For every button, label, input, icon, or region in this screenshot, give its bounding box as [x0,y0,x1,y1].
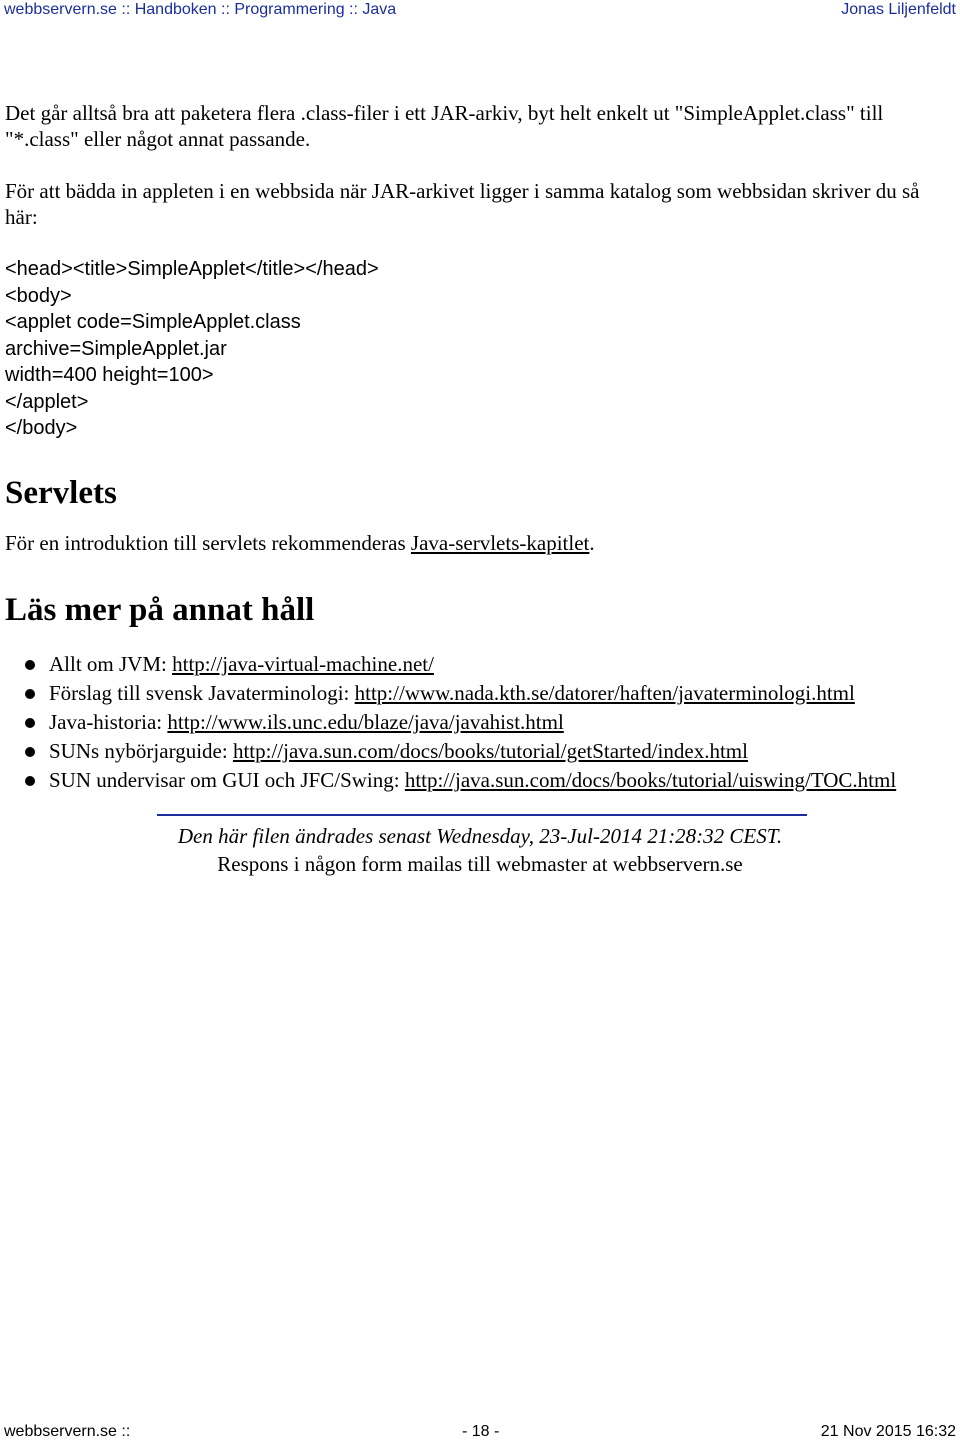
list-item-label: SUNs nybörjarguide: [49,739,233,763]
list-item [5,737,896,766]
paragraph-jar-packaging: Det går alltså bra att paketera flera .class-filer i ett JAR-arkiv, byt helt enkelt ut "SimpleApplet.class" till "*.class" eller något annat passande. [5,101,884,151]
code-line: </body> [5,417,78,439]
bullet-icon [25,776,35,786]
servlets-text: För en introduktion till servlets rekommenderas [5,531,411,555]
header-author[interactable]: Jonas Liljenfeldt [841,1,956,18]
bullet-icon [25,747,35,757]
page-number: - 18 - [462,1423,500,1440]
list-item-link[interactable]: http://www.nada.kth.se/datorer/haften/javaterminologi.html [354,681,855,705]
print-date: 21 Nov 2015 16:32 [820,1423,956,1440]
header-breadcrumb[interactable]: webbservern.se :: Handboken :: Programmering :: Java [4,1,397,18]
list-item-link[interactable]: http://java-virtual-machine.net/ [172,652,434,676]
read-more-list [5,650,896,795]
list-item-link[interactable]: http://java.sun.com/docs/books/tutorial/getStarted/index.html [232,739,748,763]
list-item-link[interactable]: http://www.ils.unc.edu/blaze/java/javahist.html [167,710,564,734]
heading-servlets: Servlets [5,475,117,511]
list-item [5,650,896,679]
page-footnote [5,822,955,878]
bullet-icon [25,689,35,699]
list-item-label: Förslag till svensk Javaterminologi: [49,681,355,705]
code-line: <applet code=SimpleApplet.class [5,311,301,333]
list-item-label: Allt om JVM: [49,652,173,676]
footer-site: webbservern.se :: [4,1423,131,1440]
contact-note: Respons i någon form mailas till webmaster at webbservern.se [217,852,743,876]
code-line: </applet> [5,390,89,413]
paragraph-servlets [5,530,595,556]
last-modified: Den här filen ändrades senast Wednesday, 23-Jul-2014 21:28:32 CEST. [177,824,783,848]
list-item-link[interactable]: http://java.sun.com/docs/books/tutorial/uiswing/TOC.html [404,768,897,792]
list-item [5,766,896,795]
list-item [5,708,896,737]
print-footer [0,1422,960,1442]
code-line: width=400 height=100> [5,364,214,386]
divider [157,814,807,816]
bullet-icon [25,660,35,670]
bullet-icon [25,718,35,728]
list-item-label: Java-historia: [49,710,168,734]
list-item-label: SUN undervisar om GUI och JFC/Swing: [49,768,405,792]
servlets-period: . [589,531,595,555]
code-line: <body> [5,284,72,307]
paragraph-embed-applet: För att bädda in appleten i en webbsida när JAR-arkivet ligger i samma katalog som webbsidan skriver du så här: [5,179,920,229]
heading-read-more: Läs mer på annat håll [5,592,315,628]
code-line: <head><title>SimpleApplet</title></head> [5,258,379,280]
page-header [0,0,960,22]
code-line: archive=SimpleApplet.jar [5,337,227,360]
link-servlets-chapter[interactable]: Java-servlets-kapitlet [410,531,590,555]
code-example [5,256,379,442]
list-item [5,679,896,708]
